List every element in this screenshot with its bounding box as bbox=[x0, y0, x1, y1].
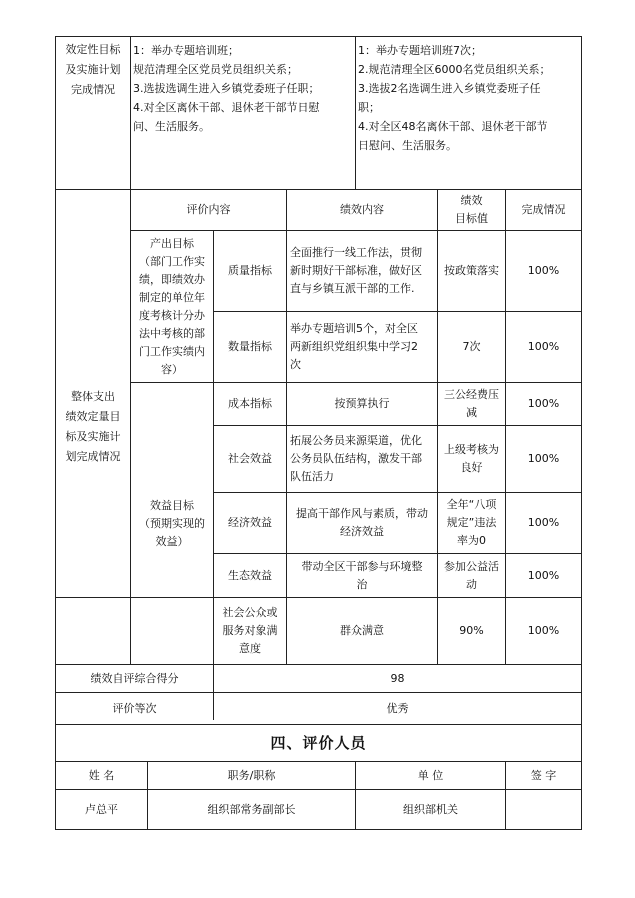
header-signature: 签 字 bbox=[530, 768, 557, 782]
header-completion: 完成情况 bbox=[521, 203, 566, 216]
evaluation-row-label: 整体支出 绩效定量目 标及实施计 划完成情况 bbox=[65, 390, 121, 463]
header-evaluation-content: 评价内容 bbox=[186, 203, 231, 216]
row-content: 提高干部作风与素质，带动 经济效益 bbox=[296, 507, 428, 538]
goals-label: 效定性目标 及实施计划 完成情况 bbox=[65, 43, 121, 96]
score-label: 绩效自评综合得分 bbox=[90, 671, 179, 685]
table-border bbox=[55, 36, 582, 37]
section-title: 四、评价人员 bbox=[270, 734, 367, 752]
row-content: 全面推行一线工作法，贯彻 新时期好干部标准，做好区 直与乡镇互派干部的工作. bbox=[290, 246, 422, 295]
row-target: 90% bbox=[459, 624, 484, 637]
row-target: 参加公益活 动 bbox=[444, 559, 499, 591]
row-completion: 100% bbox=[527, 340, 560, 353]
header-unit: 单 位 bbox=[417, 768, 444, 782]
indicator-cost: 成本指标 bbox=[228, 397, 272, 410]
table-border bbox=[581, 36, 582, 829]
indicator-quantity: 数量指标 bbox=[228, 340, 272, 353]
row-content: 群众满意 bbox=[340, 624, 384, 637]
header-target-value: 绩效 目标值 bbox=[455, 194, 488, 225]
header-name: 姓 名 bbox=[88, 768, 115, 782]
indicator-satisfaction: 社会公众或 服务对象满 意度 bbox=[222, 606, 278, 655]
row-content: 举办专题培训5个，对全区 两新组织党组织集中学习2 次 bbox=[290, 322, 418, 371]
table-border bbox=[55, 829, 582, 830]
goals-plan: 1：举办专题培训班； 规范清理全区党员党员组织关系； 3.选拔选调生进入乡镇党委班子任职； 4.对全区离休干部、退休老干部节日慰 问、生活服务。 bbox=[133, 44, 320, 133]
row-target: 三公经费压 减 bbox=[444, 388, 499, 419]
indicator-social-benefit: 社会效益 bbox=[228, 452, 272, 465]
row-target: 全年“八项 规定”违法 率为0 bbox=[446, 498, 497, 547]
output-goal-group: 产出目标 （部门工作实 绩，即绩效办 制定的单位年 度考核计分办 法中考核的部 门工作实绩内 容） bbox=[139, 236, 205, 376]
grade-value: 优秀 bbox=[386, 701, 409, 715]
row-content: 拓展公务员来源渠道，优化 公务员队伍结构，激发干部 队伍活力 bbox=[290, 434, 422, 483]
goals-actual: 1：举办专题培训班7次； 2.规范清理全区6000名党员组织关系； 3.选拔2名选调生进入乡镇党委班子任 职； 4.对全区48名离休干部、退休老干部节 日慰问、生活服务。 bbox=[358, 44, 551, 152]
row-completion: 100% bbox=[527, 568, 560, 582]
benefit-goal-group: 效益目标 （预期实现的 效益） bbox=[139, 498, 205, 548]
row-target: 7次 bbox=[462, 340, 481, 353]
row-target: 上级考核为 良好 bbox=[444, 443, 499, 474]
header-performance-content: 绩效内容 bbox=[340, 203, 384, 216]
person-name: 卢总平 bbox=[85, 802, 118, 816]
score-value: 98 bbox=[390, 671, 405, 685]
person-signature bbox=[506, 790, 581, 829]
indicator-economic-benefit: 经济效益 bbox=[228, 516, 272, 529]
person-unit: 组织部机关 bbox=[403, 802, 458, 816]
row-completion: 100% bbox=[527, 624, 560, 637]
header-position: 职务/职称 bbox=[227, 768, 276, 782]
row-completion: 100% bbox=[527, 397, 560, 410]
row-content: 按预算执行 bbox=[334, 397, 390, 410]
table-border bbox=[355, 36, 356, 189]
row-completion: 100% bbox=[527, 516, 560, 529]
person-position: 组织部常务副部长 bbox=[207, 802, 296, 816]
row-content: 带动全区干部参与环境整 治 bbox=[301, 559, 423, 591]
row-completion: 100% bbox=[527, 452, 560, 465]
grade-label: 评价等次 bbox=[112, 701, 157, 715]
row-target: 按政策落实 bbox=[444, 264, 499, 277]
indicator-quality: 质量指标 bbox=[228, 264, 272, 277]
indicator-ecological-benefit: 生态效益 bbox=[228, 568, 272, 582]
row-completion: 100% bbox=[527, 264, 560, 277]
